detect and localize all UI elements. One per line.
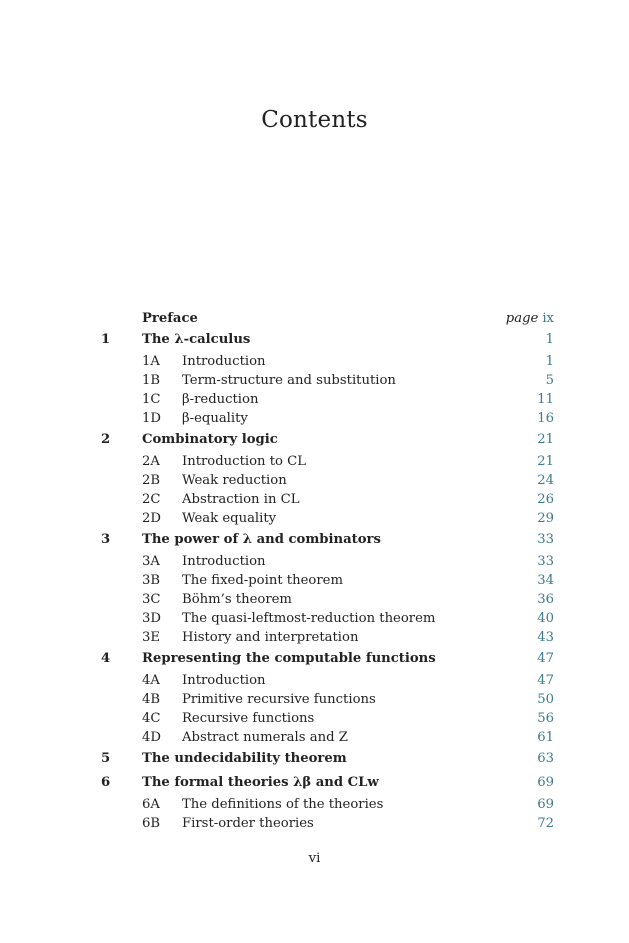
page-link[interactable]: 56: [537, 711, 554, 726]
page-link[interactable]: 61: [537, 730, 554, 745]
page-link[interactable]: 72: [537, 816, 554, 831]
page-link[interactable]: 47: [537, 651, 554, 666]
toc-section-entry[interactable]: [0, 814, 629, 833]
page-link[interactable]: 63: [537, 751, 554, 766]
section-number: 6B: [142, 816, 161, 831]
chapter-number: 1: [101, 332, 111, 347]
section-number: 6A: [142, 797, 160, 812]
page-link[interactable]: 21: [537, 454, 554, 469]
page-number: vi: [308, 851, 321, 866]
section-title: Introduction: [182, 673, 266, 688]
page-link[interactable]: 1: [545, 354, 554, 369]
toc-chapter-entry[interactable]: [0, 747, 629, 771]
table-of-contents: [0, 309, 629, 833]
section-title: Abstraction in CL: [182, 492, 300, 507]
toc-section-entry[interactable]: [0, 509, 629, 528]
toc-section-entry[interactable]: [0, 609, 629, 628]
chapter-title: Preface: [142, 311, 198, 326]
toc-section-entry[interactable]: [0, 795, 629, 814]
section-title: History and interpretation: [182, 630, 359, 645]
page-link[interactable]: 69: [537, 797, 554, 812]
section-title: Weak reduction: [182, 473, 287, 488]
section-number: 1C: [142, 392, 161, 407]
toc-section-entry[interactable]: [0, 552, 629, 571]
toc-section-entry[interactable]: [0, 728, 629, 747]
chapter-title: Combinatory logic: [142, 432, 278, 447]
toc-section-entry[interactable]: [0, 490, 629, 509]
chapter-title: The λ-calculus: [142, 332, 251, 347]
toc-section-entry[interactable]: [0, 690, 629, 709]
page-link[interactable]: 34: [537, 573, 554, 588]
section-title: Introduction: [182, 354, 266, 369]
section-number: 4A: [142, 673, 160, 688]
section-title: β-equality: [182, 411, 248, 426]
toc-section-entry[interactable]: [0, 471, 629, 490]
section-title: The definitions of the theories: [182, 797, 384, 812]
chapter-number: 3: [101, 532, 111, 547]
toc-section-entry[interactable]: [0, 628, 629, 647]
section-title: The quasi-leftmost-reduction theorem: [182, 611, 436, 626]
chapter-number: 5: [101, 751, 111, 766]
section-number: 2B: [142, 473, 161, 488]
page-link[interactable]: 43: [537, 630, 554, 645]
toc-section-entry[interactable]: [0, 352, 629, 371]
section-number: 2D: [142, 511, 161, 526]
toc-section-entry[interactable]: [0, 452, 629, 471]
section-title: Böhm’s theorem: [182, 592, 292, 607]
section-number: 3E: [142, 630, 161, 645]
toc-chapter-entry[interactable]: [0, 771, 629, 795]
section-number: 1A: [142, 354, 160, 369]
section-title: Recursive functions: [182, 711, 315, 726]
section-title: First-order theories: [182, 816, 314, 831]
section-number: 4B: [142, 692, 161, 707]
page-link[interactable]: 33: [537, 554, 554, 569]
page-link[interactable]: 69: [537, 775, 554, 790]
section-title: Weak equality: [182, 511, 277, 526]
chapter-title: The power of λ and combinators: [142, 532, 381, 547]
section-number: 3C: [142, 592, 161, 607]
page-link[interactable]: 33: [537, 532, 554, 547]
page-link[interactable]: 5: [545, 373, 554, 388]
page-link[interactable]: 47: [537, 673, 554, 688]
toc-chapter-entry[interactable]: [0, 647, 629, 671]
section-number: 4C: [142, 711, 161, 726]
chapter-title: Representing the computable functions: [142, 651, 436, 666]
toc-chapter-entry[interactable]: [0, 428, 629, 452]
toc-chapter-entry[interactable]: [0, 528, 629, 552]
chapter-title: The undecidability theorem: [142, 751, 347, 766]
page-title: Contents: [261, 107, 368, 133]
toc-section-entry[interactable]: [0, 709, 629, 728]
page-link[interactable]: 1: [545, 332, 554, 347]
toc-section-entry[interactable]: [0, 390, 629, 409]
section-title: Introduction to CL: [182, 454, 306, 469]
section-title: The fixed-point theorem: [182, 573, 343, 588]
page-link[interactable]: 40: [537, 611, 554, 626]
chapter-number: 2: [101, 432, 111, 447]
page-link[interactable]: 24: [537, 473, 554, 488]
toc-chapter-entry[interactable]: [0, 309, 629, 328]
page-link[interactable]: 11: [537, 392, 554, 407]
chapter-number: 4: [101, 651, 111, 666]
section-title: β-reduction: [182, 392, 259, 407]
section-number: 3D: [142, 611, 161, 626]
toc-section-entry[interactable]: [0, 590, 629, 609]
section-number: 1B: [142, 373, 161, 388]
toc-section-entry[interactable]: [0, 409, 629, 428]
toc-chapter-entry[interactable]: [0, 328, 629, 352]
section-number: 2A: [142, 454, 160, 469]
toc-section-entry[interactable]: [0, 671, 629, 690]
page-link[interactable]: page ix: [505, 311, 554, 326]
page-link[interactable]: 29: [537, 511, 554, 526]
chapter-number: 6: [101, 775, 111, 790]
section-title: Primitive recursive functions: [182, 692, 376, 707]
page-link[interactable]: 26: [537, 492, 554, 507]
section-title: Introduction: [182, 554, 266, 569]
page-link[interactable]: 21: [537, 432, 554, 447]
toc-section-entry[interactable]: [0, 371, 629, 390]
section-title: Term-structure and substitution: [182, 373, 396, 388]
section-number: 4D: [142, 730, 161, 745]
page-link[interactable]: 16: [537, 411, 554, 426]
toc-section-entry[interactable]: [0, 571, 629, 590]
section-number: 3A: [142, 554, 160, 569]
section-number: 3B: [142, 573, 161, 588]
section-title: Abstract numerals and Z: [182, 730, 348, 745]
section-number: 2C: [142, 492, 161, 507]
page-link[interactable]: 50: [537, 692, 554, 707]
chapter-title: The formal theories λβ and CLw: [142, 775, 379, 790]
section-number: 1D: [142, 411, 161, 426]
page-link[interactable]: 36: [537, 592, 554, 607]
page-label: page: [505, 311, 539, 326]
